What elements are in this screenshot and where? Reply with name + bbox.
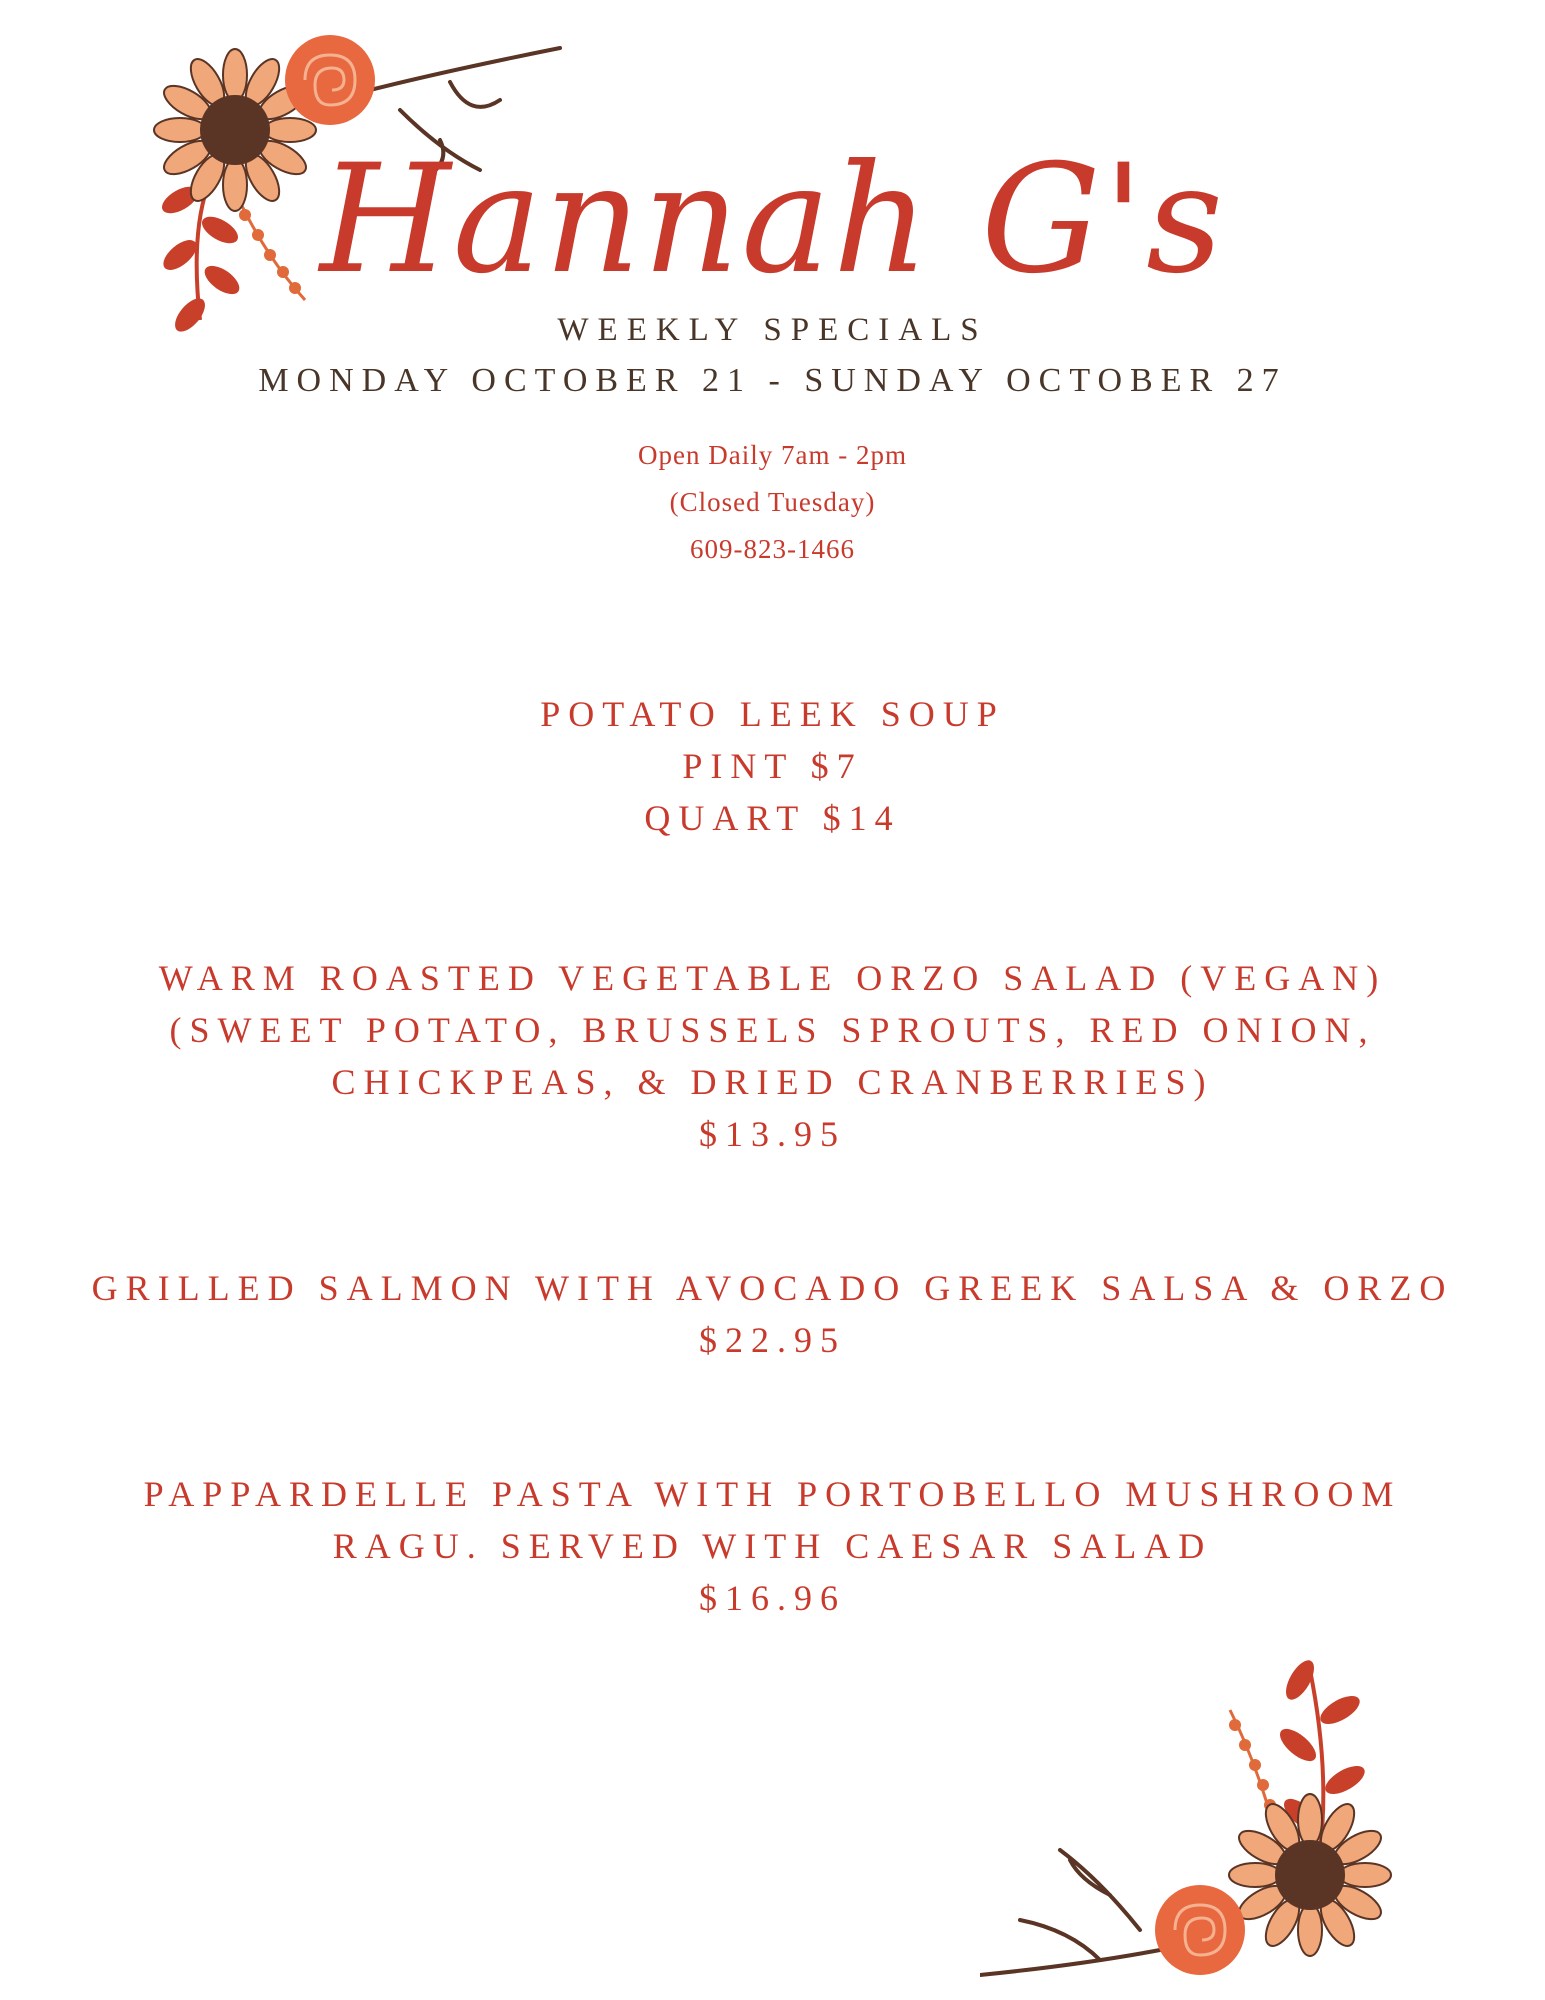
phone-number: 609-823-1466 — [690, 534, 855, 564]
special-line: RAGU. SERVED WITH CAESAR SALAD — [332, 1526, 1213, 1566]
sunflower-icon — [1229, 1794, 1391, 1956]
special-line: PAPPARDELLE PASTA WITH PORTOBELLO MUSHROOM — [143, 1474, 1402, 1514]
special-line: GRILLED SALMON WITH AVOCADO GREEK SALSA & ORZO — [91, 1268, 1454, 1308]
special-line: PINT $7 — [682, 746, 863, 786]
special-item — [0, 952, 1545, 1160]
special-item — [0, 1262, 1545, 1366]
special-price: $16.96 — [699, 1578, 846, 1618]
hours-text: Open Daily 7am - 2pm — [638, 440, 907, 470]
special-line: WARM ROASTED VEGETABLE ORZO SALAD (VEGAN) — [158, 958, 1387, 998]
special-line: QUART $14 — [644, 798, 901, 838]
restaurant-title: Hannah G's — [319, 133, 1226, 307]
special-price: $22.95 — [699, 1320, 846, 1360]
special-item — [0, 1468, 1545, 1624]
special-price: $13.95 — [699, 1114, 846, 1154]
special-line: CHICKPEAS, & DRIED CRANBERRIES) — [331, 1062, 1214, 1102]
info-block — [0, 432, 1545, 573]
special-item — [0, 688, 1545, 844]
special-line: (SWEET POTATO, BRUSSELS SPROUTS, RED ONION, — [169, 1010, 1376, 1050]
rose-icon — [285, 35, 375, 125]
date-range: MONDAY OCTOBER 21 - SUNDAY OCTOBER 27 — [258, 362, 1287, 399]
weekly-specials-heading: WEEKLY SPECIALS — [557, 312, 988, 348]
floral-decoration-bottom-right — [980, 1650, 1400, 1990]
rose-icon — [1155, 1885, 1245, 1975]
special-line: POTATO LEEK SOUP — [540, 694, 1005, 734]
closed-day-text: (Closed Tuesday) — [669, 487, 876, 517]
branch-icon — [980, 1850, 1160, 1975]
